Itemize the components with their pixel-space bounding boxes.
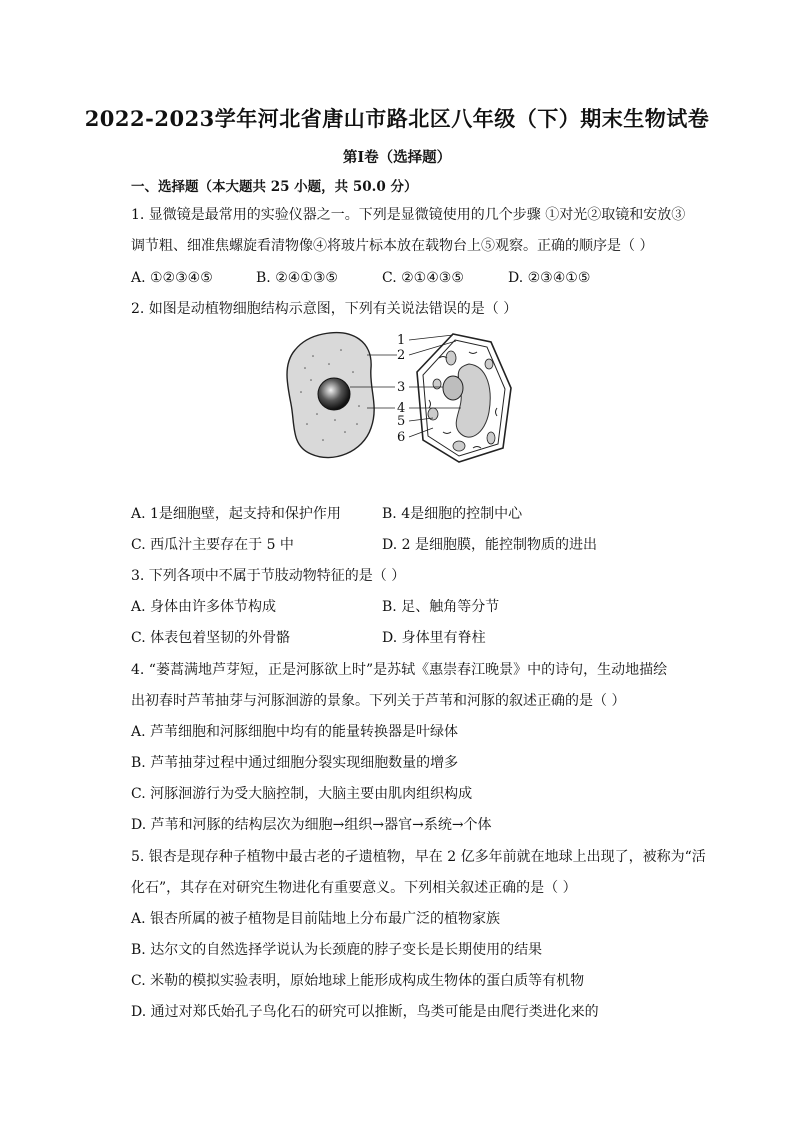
figure-label-4: 4 <box>397 401 406 416</box>
q1-option-c: C. ②①④③⑤ <box>382 270 464 286</box>
q1-stem-line1: 1. 显微镜是最常用的实验仪器之一。下列是显微镜使用的几个步骤 ①对光②取镜和安放③ <box>131 207 686 223</box>
q3-option-b: B. 足、触角等分节 <box>382 599 500 615</box>
figure-label-1: 1 <box>397 333 406 348</box>
q4-option-d: D. 芦苇和河豚的结构层次为细胞→组织→器官→系统→个体 <box>131 817 492 833</box>
section-heading: 一、选择题（本大题共 25 小题，共 50.0 分） <box>131 179 418 195</box>
figure-label-6: 6 <box>397 430 406 445</box>
q5-stem-line1: 5. 银杏是现存种子植物中最古老的孑遗植物，早在 2 亿多年前就在地球上出现了，被称为“活 <box>131 849 706 865</box>
q5-stem-line2: 化石”，其存在对研究生物进化有重要意义。下列相关叙述正确的是（ ） <box>131 880 577 896</box>
paper-subtitle: 第Ⅰ卷（选择题） <box>342 149 452 166</box>
q4-option-a: A. 芦苇细胞和河豚细胞中均有的能量转换器是叶绿体 <box>131 724 459 740</box>
plant-cell-drawing <box>417 334 511 462</box>
figure-label-2: 2 <box>397 348 406 363</box>
q2-option-c: C. 西瓜汁主要存在于 5 中 <box>131 537 294 553</box>
q2-option-b: B. 4是细胞的控制中心 <box>382 506 523 522</box>
q4-option-c: C. 河豚洄游行为受大脑控制，大脑主要由肌肉组织构成 <box>131 786 473 802</box>
q1-option-b: B. ②④①③⑤ <box>256 270 338 286</box>
q2-stem: 2. 如图是动植物细胞结构示意图，下列有关说法错误的是（ ） <box>131 301 518 317</box>
q5-option-d: D. 通过对郑氏始孔子鸟化石的研究可以推断，鸟类可能是由爬行类进化来的 <box>131 1004 599 1020</box>
exam-title: 2022-2023学年河北省唐山市路北区八年级（下）期末生物试卷 <box>84 106 710 131</box>
q2-option-a: A. 1是细胞壁，起支持和保护作用 <box>131 506 341 522</box>
q3-option-a: A. 身体由许多体节构成 <box>131 599 277 615</box>
q3-option-d: D. 身体里有脊柱 <box>382 630 486 646</box>
q5-option-a: A. 银杏所属的被子植物是目前陆地上分布最广泛的植物家族 <box>131 911 501 927</box>
q4-stem-line2: 出初春时芦苇抽芽与河豚洄游的景象。下列关于芦苇和河豚的叙述正确的是（ ） <box>131 693 626 709</box>
q3-stem: 3. 下列各项中不属于节肢动物特征的是（ ） <box>131 568 406 584</box>
figure-label-5: 5 <box>397 414 406 429</box>
q5-option-c: C. 米勒的模拟实验表明，原始地球上能形成构成生物体的蛋白质等有机物 <box>131 973 585 989</box>
figure-label-3: 3 <box>397 380 406 395</box>
animal-cell-drawing <box>287 333 374 458</box>
q3-option-c: C. 体表包着坚韧的外骨骼 <box>131 630 291 646</box>
q4-option-b: B. 芦苇抽芽过程中通过细胞分裂实现细胞数量的增多 <box>131 755 459 771</box>
q1-stem-line2: 调节粗、细准焦螺旋看清物像④将玻片标本放在载物台上⑤观察。正确的顺序是（ ） <box>131 238 654 254</box>
q2-option-d: D. 2 是细胞膜，能控制物质的进出 <box>382 537 597 553</box>
q1-option-d: D. ②③④①⑤ <box>508 270 591 286</box>
q1-option-a: A. ①②③④⑤ <box>131 270 213 286</box>
q5-option-b: B. 达尔文的自然选择学说认为长颈鹿的脖子变长是长期使用的结果 <box>131 942 543 958</box>
cell-structure-figure <box>283 328 543 468</box>
q4-stem-line1: 4. “蒌蒿满地芦芽短，正是河豚欲上时”是苏轼《惠崇春江晚景》中的诗句，生动地描绘 <box>131 662 668 678</box>
